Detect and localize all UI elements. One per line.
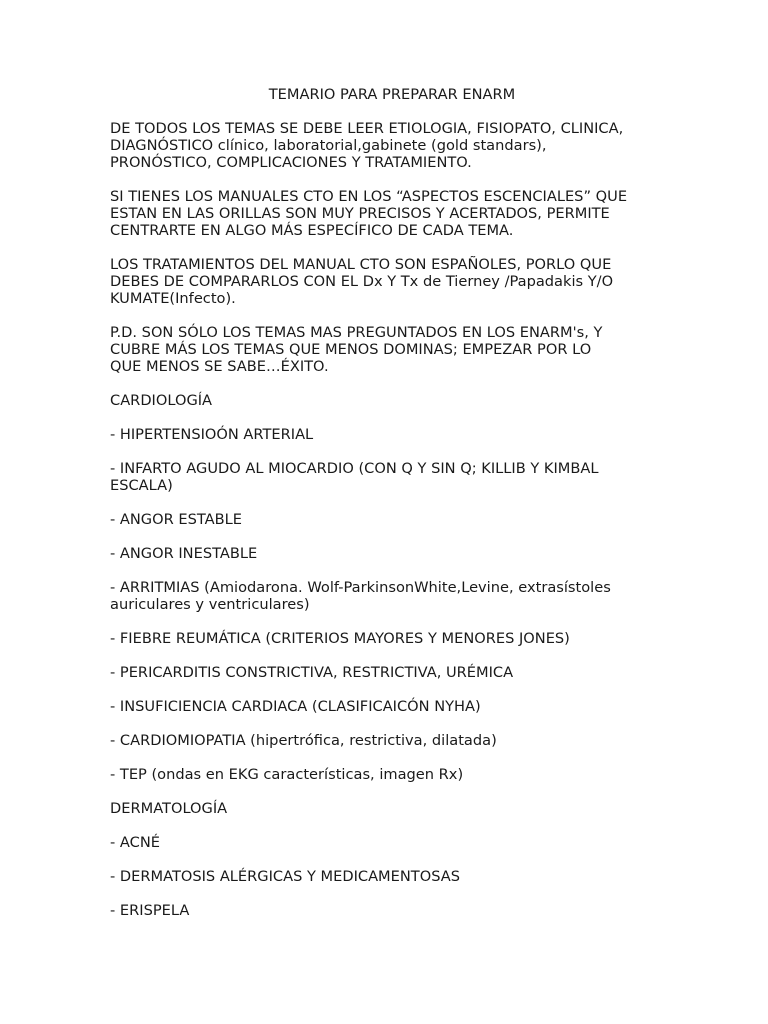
list-item: - INSUFICIENCIA CARDIACA (CLASIFICAICÓN NYHA) [110,698,481,715]
list-item: - ERISPELA [110,902,190,919]
list-item: - INFARTO AGUDO AL MIOCARDIO (CON Q Y SIN Q; KILLIB Y KIMBAL ESCALA) [110,460,599,494]
list-item: - CARDIOMIOPATIA (hipertrófica, restrictiva, dilatada) [110,732,497,749]
list-item: - HIPERTENSIOÓN ARTERIAL [110,426,314,443]
intro-paragraph: DE TODOS LOS TEMAS SE DEBE LEER ETIOLOGIA, FISIOPATO, CLINICA, DIAGNÓSTICO clínico, laboratorial,gabinete (gold standars), PRONÓSTICO, COMPLICACIONES Y TRATAMIENTO. [110,120,624,171]
list-item: - PERICARDITIS CONSTRICTIVA, RESTRICTIVA, URÉMICA [110,664,514,681]
section-heading-cardiologia: CARDIOLOGÍA [110,392,213,409]
document-content [110,86,670,936]
list-item: - ARRITMIAS (Amiodarona. Wolf-ParkinsonWhite,Levine, extrasístoles auriculares y ventriculares) [110,579,611,613]
list-item: - ACNÉ [110,834,160,851]
section-heading-dermatologia: DERMATOLOGÍA [110,800,228,817]
list-item: - ANGOR INESTABLE [110,545,258,562]
list-item: - TEP (ondas en EKG características, imagen Rx) [110,766,464,783]
document-title: TEMARIO PARA PREPARAR ENARM [268,86,516,103]
list-item: - FIEBRE REUMÁTICA (CRITERIOS MAYORES Y MENORES JONES) [110,630,570,647]
treatment-paragraph: LOS TRATAMIENTOS DEL MANUAL CTO SON ESPAÑOLES, PORLO QUE DEBES DE COMPARARLOS CON EL Dx Y Tx de Tierney /Papadakis Y/O KUMATE(Infecto). [110,256,614,307]
list-item: - ANGOR ESTABLE [110,511,242,528]
cto-manual-paragraph: SI TIENES LOS MANUALES CTO EN LOS “ASPECTOS ESCENCIALES” QUE ESTAN EN LAS ORILLAS SON MUY PRECISOS Y ACERTADOS, PERMITE CENTRARTE EN ALGO MÁS ESPECÍFICO DE CADA TEMA. [110,188,628,239]
list-item: - DERMATOSIS ALÉRGICAS Y MEDICAMENTOSAS [110,868,460,885]
postscript-paragraph: P.D. SON SÓLO LOS TEMAS MAS PREGUNTADOS EN LOS ENARM's, Y CUBRE MÁS LOS TEMAS QUE MENOS DOMINAS; EMPEZAR POR LO QUE MENOS SE SABE…ÉXITO. [110,324,603,375]
